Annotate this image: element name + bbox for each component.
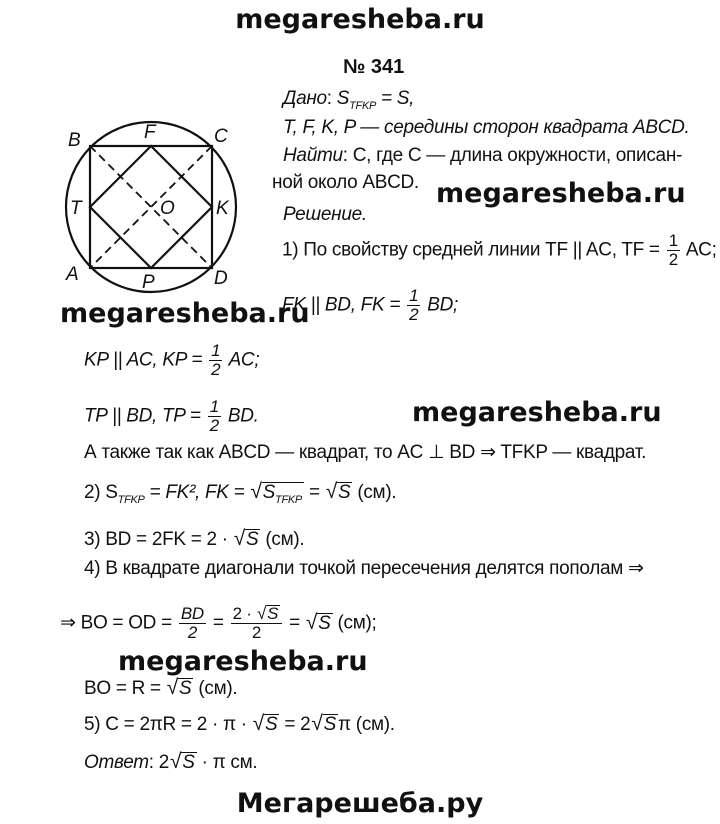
step4-bo-od: ⇒ BO = OD = $\frac{BD}{2}$ = $\frac{2 \cdot √S}{2}$ = √S (см); [60,604,377,642]
step2-line: 2) $S_{TFKP} = FK^2$, FK = $√S_{TFKP} = √S$ (см). [84,480,396,510]
find-line-2: ной около ABCD. [272,172,419,193]
step4-bo-r: BO = R = √S (см). [84,676,238,699]
problem-number: № 341 [343,56,405,78]
step1-fk: FK || BD, FK = $\frac{1}{2}$ BD; [282,286,459,324]
find-line: Найти: C, где C — длина окружности, описан- [283,145,683,166]
watermark-top: megaresheba.ru [235,4,485,35]
also-line: А также так как ABCD — квадрат, то AC ⊥ BD ⇒ TFKP — квадрат. [84,442,647,463]
label-f: F [144,122,156,143]
watermark-mid-4: megaresheba.ru [118,646,368,677]
watermark-mid-3: megaresheba.ru [412,397,662,428]
step5-line: 5) C = 2πR = 2 · π · √S = 2√S π (см). [84,712,395,735]
label-d: D [214,268,228,289]
geometry-figure [52,118,258,294]
watermark-mid-2: megaresheba.ru [60,298,310,329]
step4-text: 4) В квадрате диагонали точкой пересечения делятся пополам ⇒ [84,558,644,579]
midpoints-line: T, F, K, P — середины сторон квадрата ABCD. [283,117,690,138]
watermark-mid-1: megaresheba.ru [436,178,686,209]
step3-line: 3) BD = 2FK = 2 · √S (см). [84,527,305,550]
watermark-bottom: Мегарешеба.ру [236,788,484,819]
step1-kp: KP || AC, KP = $\frac{1}{2}$ AC; [84,341,260,379]
step1-tp: TP || BD, TP = $\frac{1}{2}$ BD. [84,397,259,435]
label-o: O [160,198,175,219]
label-k: K [216,198,229,219]
label-a: A [66,264,79,285]
label-t: T [70,198,82,219]
label-b: B [68,130,81,151]
given-line: Дано: $S_{TFKP} = S$, [283,88,415,112]
label-c: C [214,126,228,147]
solution-label: Решение. [283,204,367,225]
step1-tf: 1) По свойству средней линии TF || AC, TF = $\frac{1}{2}$ AC; [282,231,717,269]
answer-line: Ответ: 2√S · π см. [84,750,258,773]
label-p: P [142,272,155,293]
